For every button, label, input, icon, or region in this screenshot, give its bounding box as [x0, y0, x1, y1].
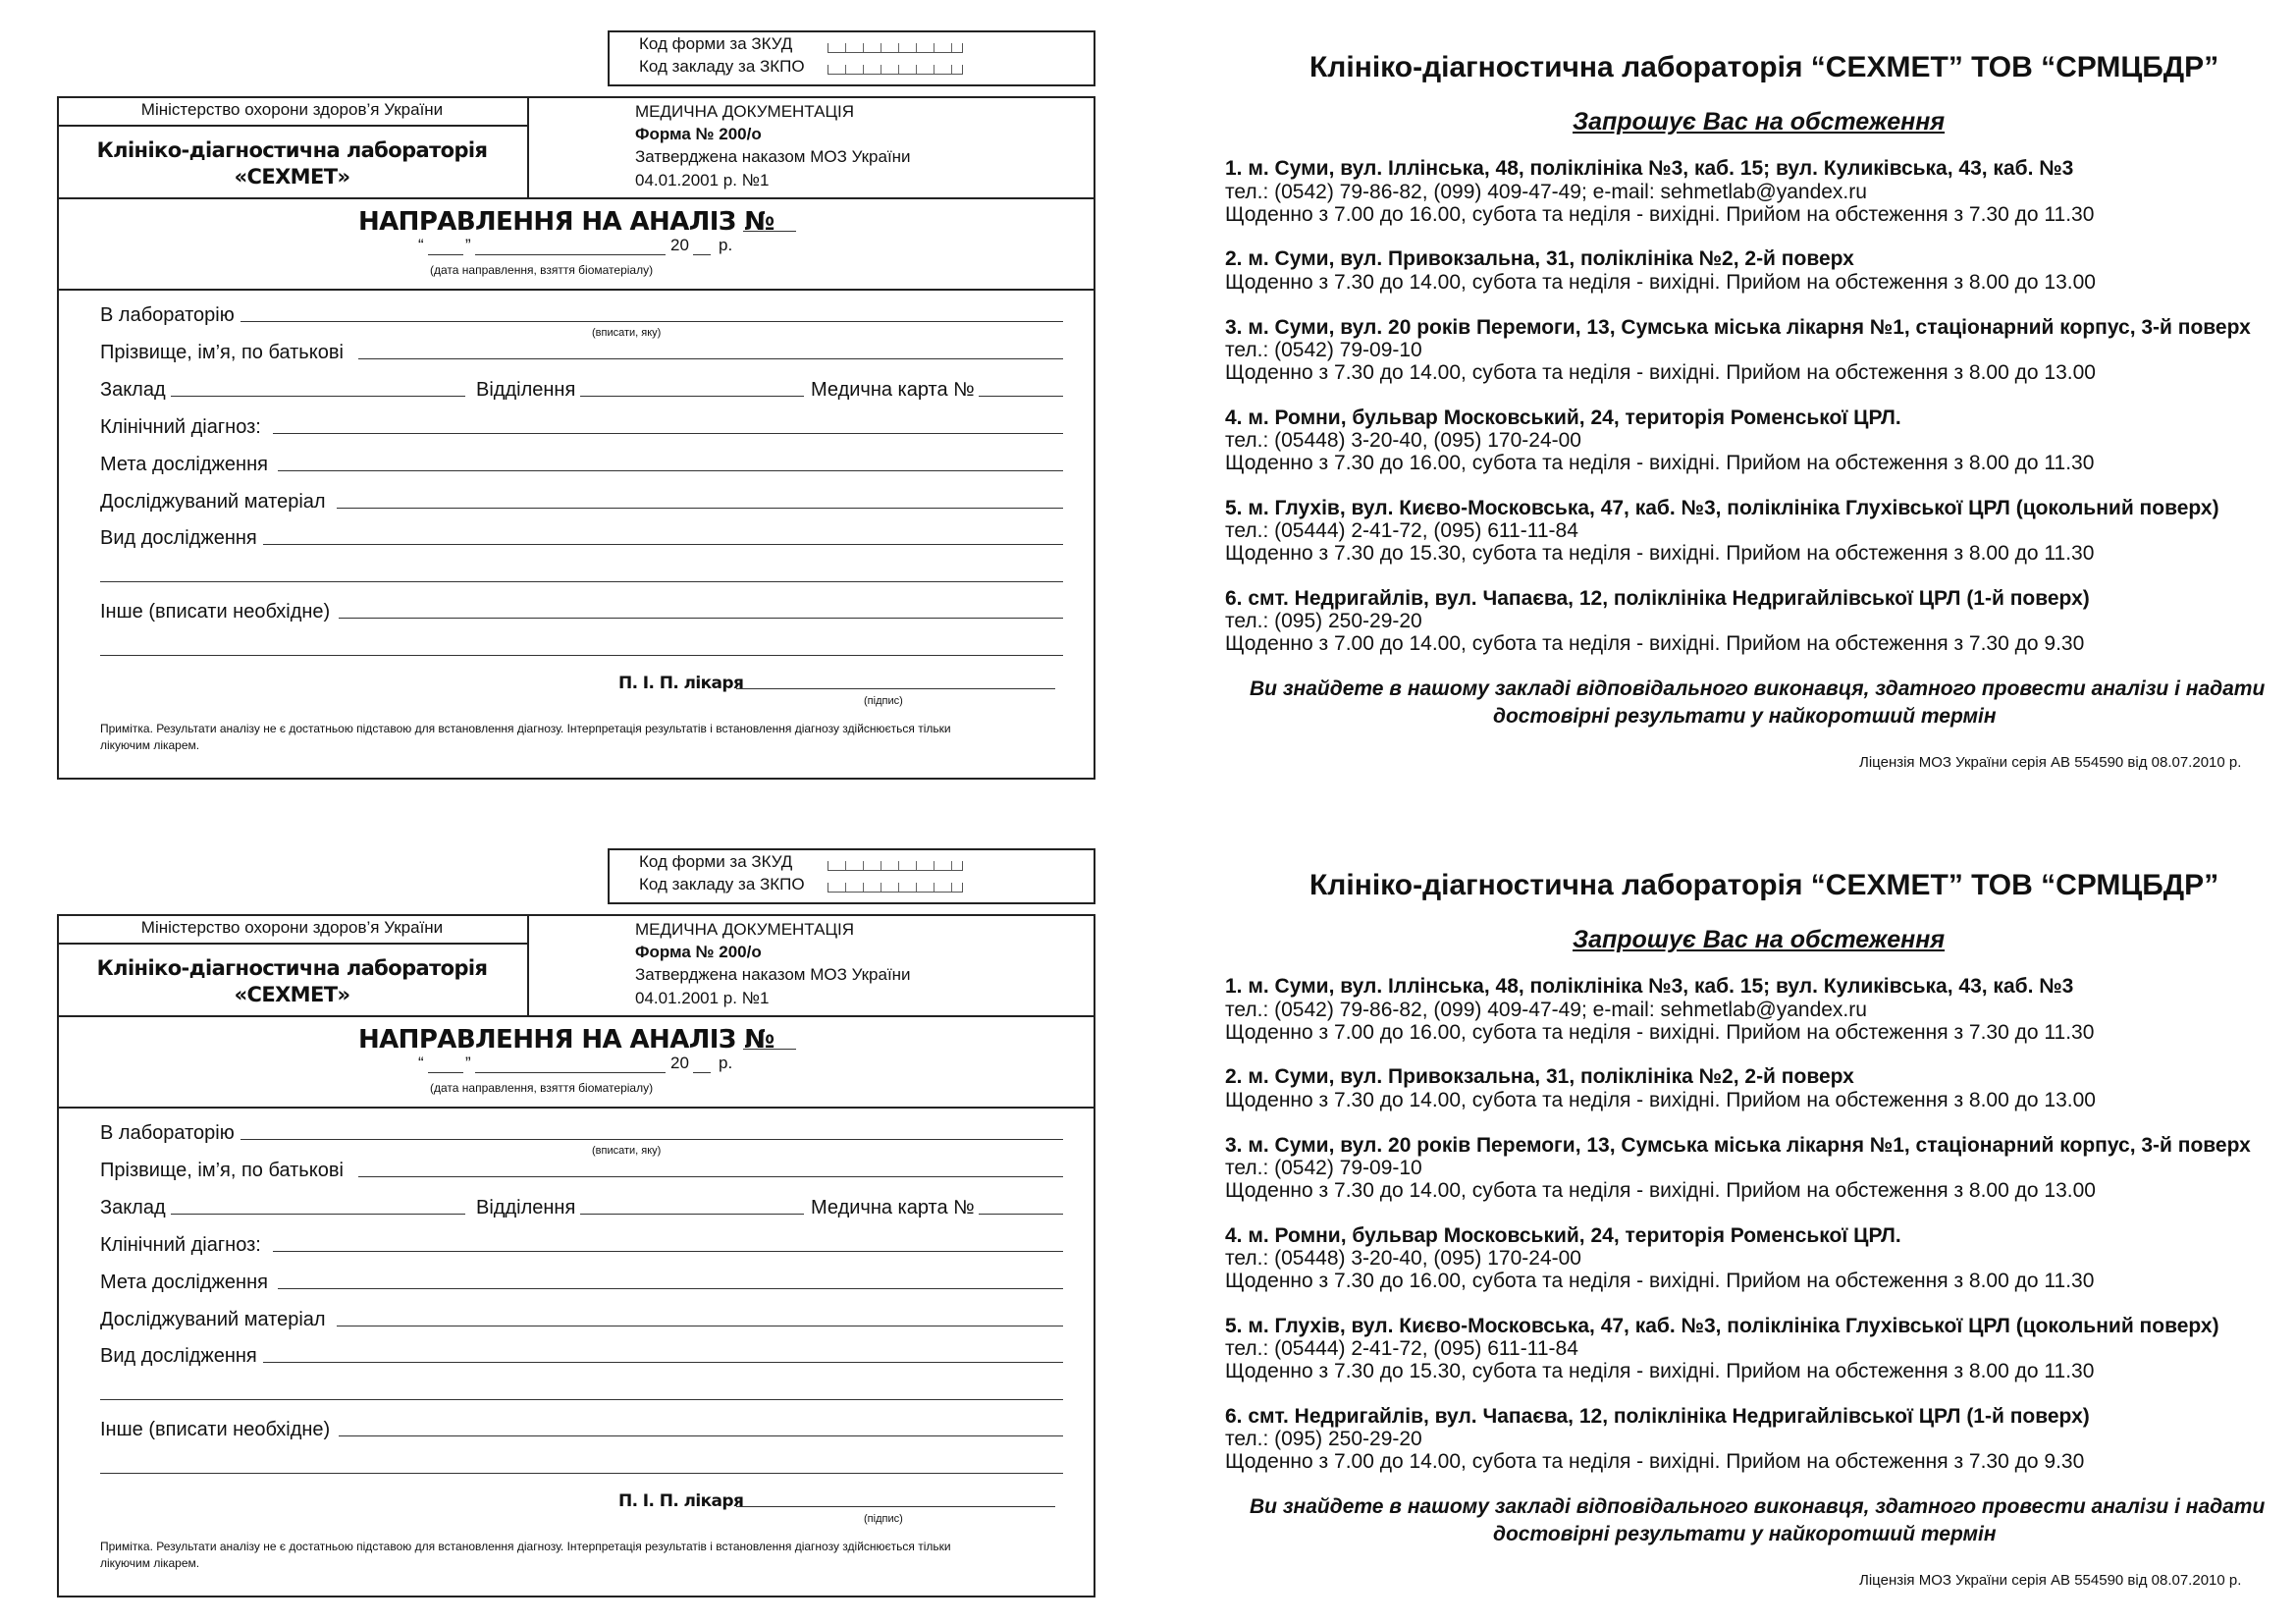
form-title: НАПРАВЛЕННЯ НА АНАЛІЗ № — [358, 207, 774, 237]
location-5-hours: Щоденно з 7.30 до 15.30, субота та неділя - вихідні. Прийом на обстеження з 8.00 до 11.30 — [1225, 542, 2095, 565]
diagnosis-field-line[interactable] — [273, 1251, 1063, 1252]
license: Ліцензія МОЗ України серія АВ 554590 від 08.07.2010 р. — [1859, 754, 2242, 771]
medical-card-field-line[interactable] — [979, 1214, 1063, 1215]
form-number-line[interactable] — [743, 1049, 796, 1050]
location-6-title: 6. смт. Недригайлів, вул. Чапаєва, 12, поліклініка Недригайлівської ЦРЛ (1-й поверх) — [1225, 587, 2090, 610]
note-line1: Примітка. Результати аналізу не є достатньою підставою для встановлення діагнозу. Інтерпретація результатів і встановлення діагнозу здійснюється тільки — [100, 1540, 951, 1553]
zkud-label: Код форми за ЗКУД — [639, 852, 793, 871]
date-quote-open: “ — [418, 236, 424, 254]
closing-line2: достовірні результати у найкоротший термін — [1493, 1523, 1997, 1545]
other-extra-line[interactable] — [100, 655, 1063, 656]
other-extra-line[interactable] — [100, 1473, 1063, 1474]
doctor-signature-line[interactable] — [736, 688, 1055, 689]
medical-card-field-label: Медична карта № — [811, 1197, 975, 1218]
other-field-label: Інше (вписати необхідне) — [100, 601, 331, 623]
date-suffix: р. — [719, 1054, 733, 1072]
header-ministry-divider — [57, 125, 527, 127]
zkud-label: Код форми за ЗКУД — [639, 34, 793, 53]
date-day-line[interactable] — [428, 254, 463, 255]
form-number: Форма № 200/о — [635, 125, 762, 143]
location-3-phone: тел.: (0542) 79-09-10 — [1225, 339, 1422, 361]
closing-line1: Ви знайдете в нашому закладі відповідального виконавця, здатного провести аналізи і надати — [1250, 677, 2266, 700]
location-4-phone: тел.: (05448) 3-20-40, (095) 170-24-00 — [1225, 429, 1581, 452]
zkpo-code-cells[interactable] — [828, 65, 963, 75]
location-6-hours: Щоденно з 7.00 до 14.00, субота та неділя - вихідні. Прийом на обстеження з 7.30 до 9.30 — [1225, 1450, 2085, 1473]
title-divider — [57, 1107, 1095, 1109]
medical-card-field-line[interactable] — [979, 396, 1063, 397]
title-divider — [57, 289, 1095, 291]
name-field-line[interactable] — [358, 1176, 1063, 1177]
date-suffix: р. — [719, 236, 733, 254]
lab-name-line2: «СЕХМЕТ» — [234, 983, 350, 1006]
signature-caption: (підпис) — [864, 1513, 903, 1525]
location-4-title: 4. м. Ромни, бульвар Московський, 24, територія Роменської ЦРЛ. — [1225, 1224, 1901, 1247]
doctor-field-label: П. І. П. лікаря — [618, 674, 744, 693]
location-1-hours: Щоденно з 7.00 до 16.00, субота та неділя - вихідні. Прийом на обстеження з 7.30 до 11.30 — [1225, 203, 2095, 226]
name-field-line[interactable] — [358, 358, 1063, 359]
approved-date: 04.01.2001 р. №1 — [635, 171, 770, 189]
date-caption: (дата направлення, взяття біоматеріалу) — [430, 263, 654, 277]
lab-name-line2: «СЕХМЕТ» — [234, 165, 350, 189]
goal-field-label: Мета дослідження — [100, 1272, 268, 1293]
approved-label: Затверджена наказом МОЗ України — [635, 965, 911, 984]
date-month-line[interactable] — [475, 254, 666, 255]
location-3-phone: тел.: (0542) 79-09-10 — [1225, 1157, 1422, 1179]
med-doc-label: МЕДИЧНА ДОКУМЕНТАЦІЯ — [635, 920, 855, 939]
name-field-label: Прізвище, ім’я, по батькові — [100, 1160, 344, 1181]
institution-field-line[interactable] — [171, 396, 465, 397]
medical-card-field-label: Медична карта № — [811, 379, 975, 401]
zkud-code-cells[interactable] — [828, 43, 963, 53]
doctor-signature-line[interactable] — [736, 1506, 1055, 1507]
form-number: Форма № 200/о — [635, 943, 762, 961]
location-6-phone: тел.: (095) 250-29-20 — [1225, 610, 1422, 632]
location-5-hours: Щоденно з 7.30 до 15.30, субота та неділя - вихідні. Прийом на обстеження з 8.00 до 11.30 — [1225, 1360, 2095, 1382]
signature-caption: (підпис) — [864, 695, 903, 707]
location-6-title: 6. смт. Недригайлів, вул. Чапаєва, 12, поліклініка Недригайлівської ЦРЛ (1-й поверх) — [1225, 1405, 2090, 1428]
approved-label: Затверджена наказом МОЗ України — [635, 147, 911, 166]
lab-field-hint: (вписати, яку) — [592, 327, 662, 339]
location-4-phone: тел.: (05448) 3-20-40, (095) 170-24-00 — [1225, 1247, 1581, 1270]
date-caption: (дата направлення, взяття біоматеріалу) — [430, 1081, 654, 1095]
type-field-label: Вид дослідження — [100, 527, 257, 549]
date-quote-close: ” — [465, 236, 471, 254]
date-year-line[interactable] — [693, 254, 711, 255]
diagnosis-field-line[interactable] — [273, 433, 1063, 434]
zkpo-label: Код закладу за ЗКПО — [639, 875, 805, 893]
location-2-hours: Щоденно з 7.30 до 14.00, субота та неділя - вихідні. Прийом на обстеження з 8.00 до 13.00 — [1225, 1089, 2096, 1111]
department-field-line[interactable] — [580, 1214, 804, 1215]
institution-field-label: Заклад — [100, 379, 166, 401]
location-2-hours: Щоденно з 7.30 до 14.00, субота та неділя - вихідні. Прийом на обстеження з 8.00 до 13.00 — [1225, 271, 2096, 294]
name-field-label: Прізвище, ім’я, по батькові — [100, 342, 344, 363]
location-5-title: 5. м. Глухів, вул. Києво-Московська, 47, каб. №3, поліклініка Глухівської ЦРЛ (цокольний поверх) — [1225, 497, 2219, 519]
type-field-line[interactable] — [263, 544, 1063, 545]
med-doc-label: МЕДИЧНА ДОКУМЕНТАЦІЯ — [635, 102, 855, 121]
closing-line1: Ви знайдете в нашому закладі відповідального виконавця, здатного провести аналізи і надати — [1250, 1495, 2266, 1518]
location-4-hours: Щоденно з 7.30 до 16.00, субота та неділя - вихідні. Прийом на обстеження з 8.00 до 11.30 — [1225, 452, 2095, 474]
institution-field-label: Заклад — [100, 1197, 166, 1218]
date-quote-open: “ — [418, 1054, 424, 1072]
approved-date: 04.01.2001 р. №1 — [635, 989, 770, 1007]
date-year-prefix: 20 — [670, 236, 689, 254]
type-field-label: Вид дослідження — [100, 1345, 257, 1367]
material-field-label: Досліджуваний матеріал — [100, 1309, 326, 1330]
location-2-title: 2. м. Суми, вул. Привокзальна, 31, поліклініка №2, 2-й поверх — [1225, 247, 1854, 270]
license: Ліцензія МОЗ України серія АВ 554590 від 08.07.2010 р. — [1859, 1572, 2242, 1589]
zkpo-code-cells[interactable] — [828, 883, 963, 893]
type-extra-line[interactable] — [100, 581, 1063, 582]
note-line2: лікуючим лікарем. — [100, 1556, 200, 1570]
info-title: Клініко-діагностична лабораторія “СЕХМЕТ” ТОВ “СРМЦБДР” — [1309, 51, 2219, 83]
date-year-prefix: 20 — [670, 1054, 689, 1072]
location-1-hours: Щоденно з 7.00 до 16.00, субота та неділя - вихідні. Прийом на обстеження з 7.30 до 11.30 — [1225, 1021, 2095, 1044]
form-body-box — [57, 1015, 1095, 1597]
note-line2: лікуючим лікарем. — [100, 738, 200, 752]
location-3-title: 3. м. Суми, вул. 20 років Перемоги, 13, Сумська міська лікарня №1, стаціонарний корпус, 3-й поверх — [1225, 316, 2251, 339]
type-extra-line[interactable] — [100, 1399, 1063, 1400]
goal-field-label: Мета дослідження — [100, 454, 268, 475]
location-4-title: 4. м. Ромни, бульвар Московський, 24, територія Роменської ЦРЛ. — [1225, 406, 1901, 429]
location-4-hours: Щоденно з 7.30 до 16.00, субота та неділя - вихідні. Прийом на обстеження з 8.00 до 11.30 — [1225, 1270, 2095, 1292]
location-1-phone: тел.: (0542) 79-86-82, (099) 409-47-49; e-mail: sehmetlab@yandex.ru — [1225, 999, 1867, 1021]
zkpo-label: Код закладу за ЗКПО — [639, 57, 805, 76]
location-3-hours: Щоденно з 7.30 до 14.00, субота та неділя - вихідні. Прийом на обстеження з 8.00 до 13.00 — [1225, 1179, 2096, 1202]
location-3-hours: Щоденно з 7.30 до 14.00, субота та неділя - вихідні. Прийом на обстеження з 8.00 до 13.00 — [1225, 361, 2096, 384]
location-3-title: 3. м. Суми, вул. 20 років Перемоги, 13, Сумська міська лікарня №1, стаціонарний корпус, 3-й поверх — [1225, 1134, 2251, 1157]
lab-name-line1: Клініко-діагностична лабораторія — [96, 138, 488, 162]
department-field-line[interactable] — [580, 396, 804, 397]
location-1-phone: тел.: (0542) 79-86-82, (099) 409-47-49; e-mail: sehmetlab@yandex.ru — [1225, 181, 1867, 203]
closing-line2: достовірні результати у найкоротший термін — [1493, 705, 1997, 728]
location-1-title: 1. м. Суми, вул. Іллінська, 48, поліклініка №3, каб. 15; вул. Куликівська, 43, каб. №3 — [1225, 975, 2074, 998]
other-field-line[interactable] — [339, 1435, 1063, 1436]
location-2-title: 2. м. Суми, вул. Привокзальна, 31, поліклініка №2, 2-й поверх — [1225, 1065, 1854, 1088]
header-ministry-divider — [57, 943, 527, 945]
form-title: НАПРАВЛЕННЯ НА АНАЛІЗ № — [358, 1025, 774, 1055]
ministry-name: Міністерство охорони здоров’я України — [140, 100, 444, 119]
department-field-label: Відділення — [476, 1197, 576, 1218]
location-6-hours: Щоденно з 7.00 до 14.00, субота та неділя - вихідні. Прийом на обстеження з 7.30 до 9.30 — [1225, 632, 2085, 655]
lab-name-line1: Клініко-діагностична лабораторія — [96, 956, 488, 980]
note-line1: Примітка. Результати аналізу не є достатньою підставою для встановлення діагнозу. Інтерпретація результатів і встановлення діагнозу здійснюється тільки — [100, 722, 951, 735]
header-divider — [527, 914, 529, 1017]
lab-field-line[interactable] — [240, 1139, 1063, 1140]
material-field-line[interactable] — [337, 508, 1063, 509]
doctor-field-label: П. І. П. лікаря — [618, 1491, 744, 1511]
info-invite: Запрошує Вас на обстеження — [1573, 926, 1946, 953]
other-field-label: Інше (вписати необхідне) — [100, 1419, 331, 1440]
location-6-phone: тел.: (095) 250-29-20 — [1225, 1428, 1422, 1450]
lab-field-label: В лабораторію — [100, 1122, 235, 1144]
location-1-title: 1. м. Суми, вул. Іллінська, 48, поліклініка №3, каб. 15; вул. Куликівська, 43, каб. №3 — [1225, 157, 2074, 180]
info-title: Клініко-діагностична лабораторія “СЕХМЕТ” ТОВ “СРМЦБДР” — [1309, 869, 2219, 901]
location-5-title: 5. м. Глухів, вул. Києво-Московська, 47, каб. №3, поліклініка Глухівської ЦРЛ (цокольний поверх) — [1225, 1315, 2219, 1337]
form-number-line[interactable] — [743, 231, 796, 232]
zkud-code-cells[interactable] — [828, 861, 963, 871]
goal-field-line[interactable] — [278, 470, 1063, 471]
date-year-line[interactable] — [693, 1072, 711, 1073]
location-5-phone: тел.: (05444) 2-41-72, (095) 611-11-84 — [1225, 1337, 1578, 1360]
header-divider — [527, 96, 529, 199]
date-quote-close: ” — [465, 1054, 471, 1072]
other-field-line[interactable] — [339, 618, 1063, 619]
location-5-phone: тел.: (05444) 2-41-72, (095) 611-11-84 — [1225, 519, 1578, 542]
date-month-line[interactable] — [475, 1072, 666, 1073]
department-field-label: Відділення — [476, 379, 576, 401]
material-field-label: Досліджуваний матеріал — [100, 491, 326, 513]
lab-field-hint: (вписати, яку) — [592, 1145, 662, 1157]
ministry-name: Міністерство охорони здоров’я України — [140, 918, 444, 937]
date-day-line[interactable] — [428, 1072, 463, 1073]
form-body-box — [57, 197, 1095, 780]
diagnosis-field-label: Клінічний діагноз: — [100, 1234, 261, 1256]
institution-field-line[interactable] — [171, 1214, 465, 1215]
lab-field-line[interactable] — [240, 321, 1063, 322]
lab-field-label: В лабораторію — [100, 304, 235, 326]
diagnosis-field-label: Клінічний діагноз: — [100, 416, 261, 438]
info-invite: Запрошує Вас на обстеження — [1573, 108, 1946, 135]
type-field-line[interactable] — [263, 1362, 1063, 1363]
goal-field-line[interactable] — [278, 1288, 1063, 1289]
